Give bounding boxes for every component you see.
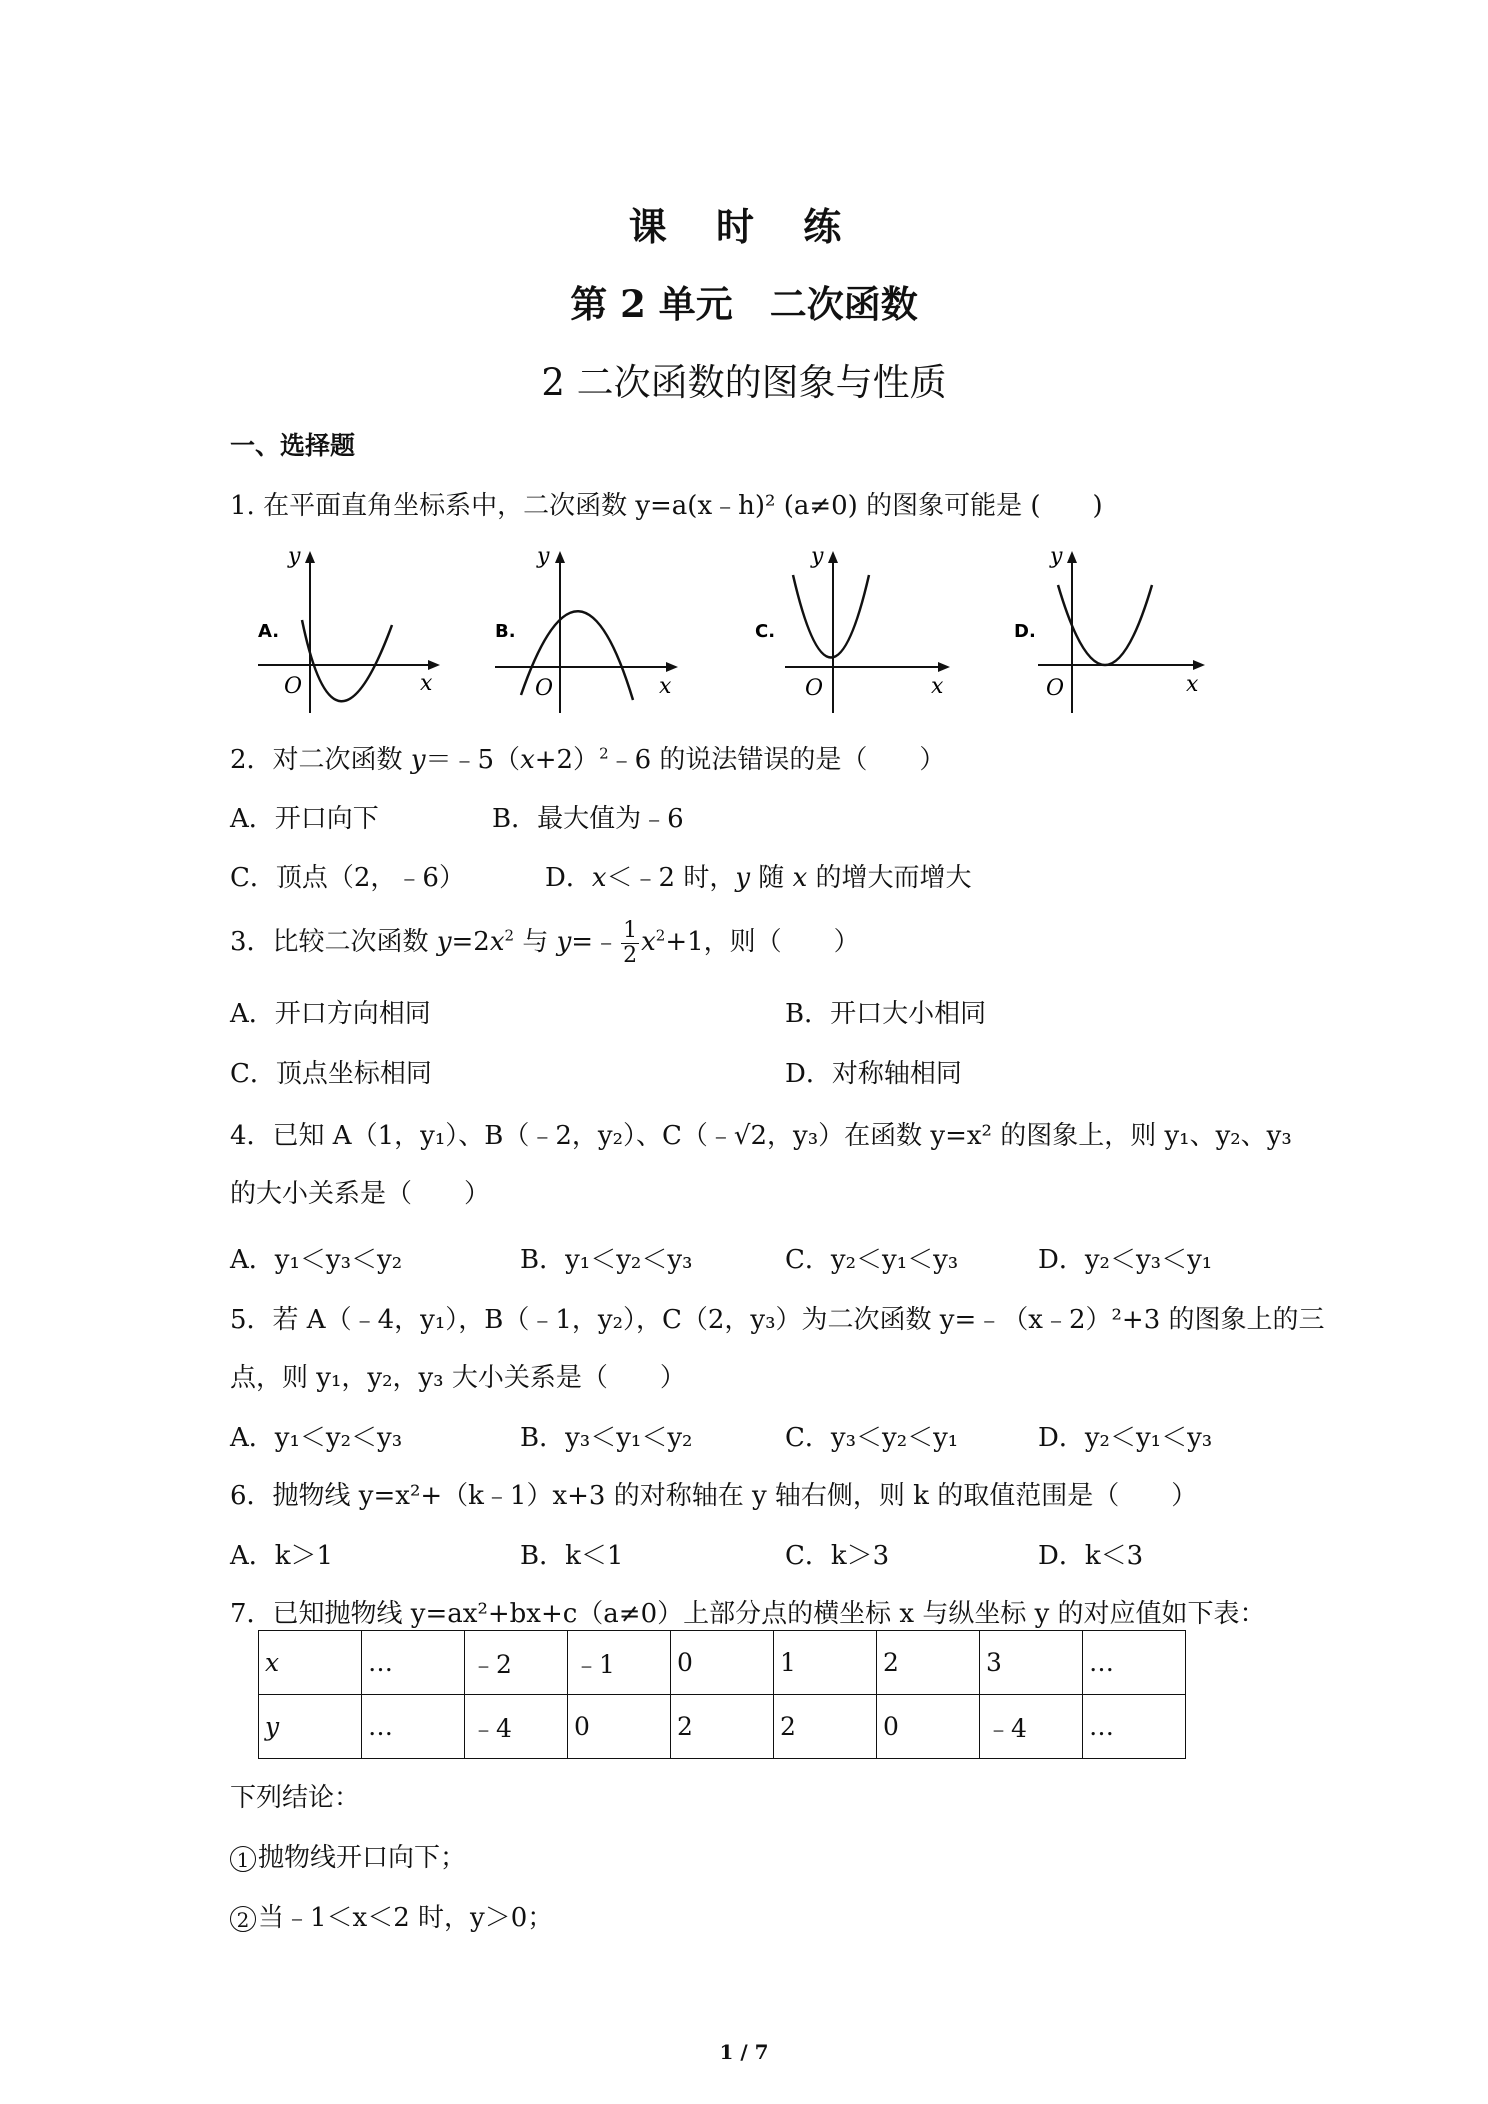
graph-d-origin: O — [1046, 676, 1065, 701]
unit-title: 第 2 单元 二次函数 — [570, 282, 918, 326]
graph-b — [485, 545, 685, 715]
table-cell: y — [259, 1695, 362, 1759]
graph-a-origin: O — [284, 674, 303, 699]
question-5-line-1: 5．若 A（﹣4，y₁），B（﹣1，y₂），C（2，y₃）为二次函数 y=﹣（x﹣2）²+3 的图象上的三 — [230, 1305, 1325, 1335]
graph-d-label: D. — [1014, 621, 1036, 642]
table-cell: 0 — [671, 1631, 774, 1695]
graph-c-origin: O — [805, 676, 824, 701]
question-4-option-d: D．y₂＜y₃＜y₁ — [1038, 1245, 1213, 1275]
table-cell: ﹣2 — [465, 1631, 568, 1695]
table-cell: 2 — [774, 1695, 877, 1759]
table-cell: ﹣4 — [980, 1695, 1083, 1759]
table-cell: … — [362, 1631, 465, 1695]
question-7-text: 7．已知抛物线 y=ax²+bx+c（a≠0）上部分点的横坐标 x 与纵坐标 y 的对应值如下表： — [230, 1599, 1266, 1629]
question-6-option-a: A．k＞1 — [230, 1541, 334, 1571]
table-cell: … — [1083, 1631, 1186, 1695]
graph-a-label: A. — [258, 621, 280, 642]
table-cell: ﹣1 — [568, 1631, 671, 1695]
question-3-option-c: C．顶点坐标相同 — [230, 1059, 432, 1089]
page-title: 课 时 练 — [628, 204, 860, 249]
graph-c — [745, 545, 955, 715]
table-row — [259, 1631, 1186, 1695]
graph-b-y-label: y — [537, 545, 550, 569]
graph-d-y-label: y — [1050, 545, 1063, 569]
question-3-option-d: D．对称轴相同 — [785, 1059, 962, 1089]
graph-a — [250, 545, 450, 715]
graph-c-x-label: x — [931, 674, 944, 699]
question-6-option-d: D．k＜3 — [1038, 1541, 1144, 1571]
question-5-option-a: A．y₁＜y₂＜y₃ — [230, 1423, 403, 1453]
question-3-option-b: B．开口大小相同 — [785, 999, 987, 1029]
question-5-option-c: C．y₃＜y₂＜y₁ — [785, 1423, 959, 1453]
table-cell: 2 — [671, 1695, 774, 1759]
table-cell: … — [362, 1695, 465, 1759]
table-cell: 3 — [980, 1631, 1083, 1695]
circled-number-1: 1 — [230, 1846, 256, 1872]
values-table — [258, 1630, 1186, 1759]
question-5-option-d: D．y₂＜y₁＜y₃ — [1038, 1423, 1213, 1453]
table-cell: 1 — [774, 1631, 877, 1695]
question-1-text: 1. 在平面直角坐标系中，二次函数 y=a(x﹣h)² (a≠0) 的图象可能是 ( ) — [230, 491, 1103, 521]
conclusion-2: 2 当﹣1＜x＜2 时，y＞0； — [230, 1902, 553, 1934]
question-3-text: 3．比较二次函数 $y=2x^2$ 与 y=﹣ $\frac{1}{2}$ $x^2+1$，则（ ） — [230, 917, 860, 968]
question-5-line-2: 点，则 y₁，y₂，y₃ 大小关系是（ ） — [230, 1363, 686, 1393]
graph-b-label: B. — [495, 621, 516, 642]
table-cell: 2 — [877, 1631, 980, 1695]
page-number: 1 / 7 — [719, 2040, 769, 2064]
graph-b-origin: O — [535, 676, 554, 701]
table-cell: 0 — [568, 1695, 671, 1759]
question-2-option-d: D．x＜﹣2 时，y 随 x 的增大而增大 — [545, 863, 972, 893]
graph-d — [1010, 545, 1220, 715]
question-2-option-a: A．开口向下 — [230, 804, 379, 834]
question-3-option-a: A．开口方向相同 — [230, 999, 431, 1029]
graph-d-x-label: x — [1186, 672, 1199, 697]
question-6-text: 6．抛物线 y=x²+（k﹣1）x+3 的对称轴在 y 轴右侧，则 k 的取值范围是（ ） — [230, 1481, 1198, 1511]
table-cell: … — [1083, 1695, 1186, 1759]
question-4-option-c: C．y₂＜y₁＜y₃ — [785, 1245, 959, 1275]
question-4-line-2: 的大小关系是（ ） — [230, 1179, 491, 1209]
question-6-option-b: B．k＜1 — [520, 1541, 624, 1571]
section-heading: 一、选择题 — [230, 431, 356, 460]
table-cell: x — [259, 1631, 362, 1695]
graph-c-y-label: y — [811, 545, 824, 569]
graph-b-x-label: x — [659, 674, 672, 699]
table-cell: ﹣4 — [465, 1695, 568, 1759]
table-cell: 0 — [877, 1695, 980, 1759]
question-4-option-b: B．y₁＜y₂＜y₃ — [520, 1245, 693, 1275]
question-6-option-c: C．k＞3 — [785, 1541, 890, 1571]
graph-c-label: C. — [755, 621, 776, 642]
question-2-text: 2．对二次函数 $y=﹣5(x+2)^2﹣6$ 的说法错误的是（ ） — [230, 744, 946, 775]
question-4-option-a: A．y₁＜y₃＜y₂ — [230, 1245, 403, 1275]
question-4-line-1: 4．已知 A（1，y₁）、B（﹣2，y₂）、C（﹣√2，y₃）在函数 y=x² 的图象上，则 y₁、y₂、y₃ — [230, 1121, 1292, 1151]
question-2-option-b: B．最大值为﹣6 — [492, 804, 684, 834]
lesson-title: 2 二次函数的图象与性质 — [541, 361, 947, 404]
question-5-option-b: B．y₃＜y₁＜y₂ — [520, 1423, 693, 1453]
table-row — [259, 1695, 1186, 1759]
graph-a-y-label: y — [288, 545, 301, 569]
conclusions-label: 下列结论： — [230, 1783, 361, 1813]
question-2-option-c: C．顶点（2，﹣6） — [230, 863, 465, 893]
circled-number-2: 2 — [230, 1906, 256, 1932]
conclusion-1: 1 抛物线开口向下； — [230, 1842, 466, 1874]
fraction-one-half: $\frac{1}{2}$ — [623, 917, 638, 968]
graph-a-x-label: x — [420, 671, 433, 696]
